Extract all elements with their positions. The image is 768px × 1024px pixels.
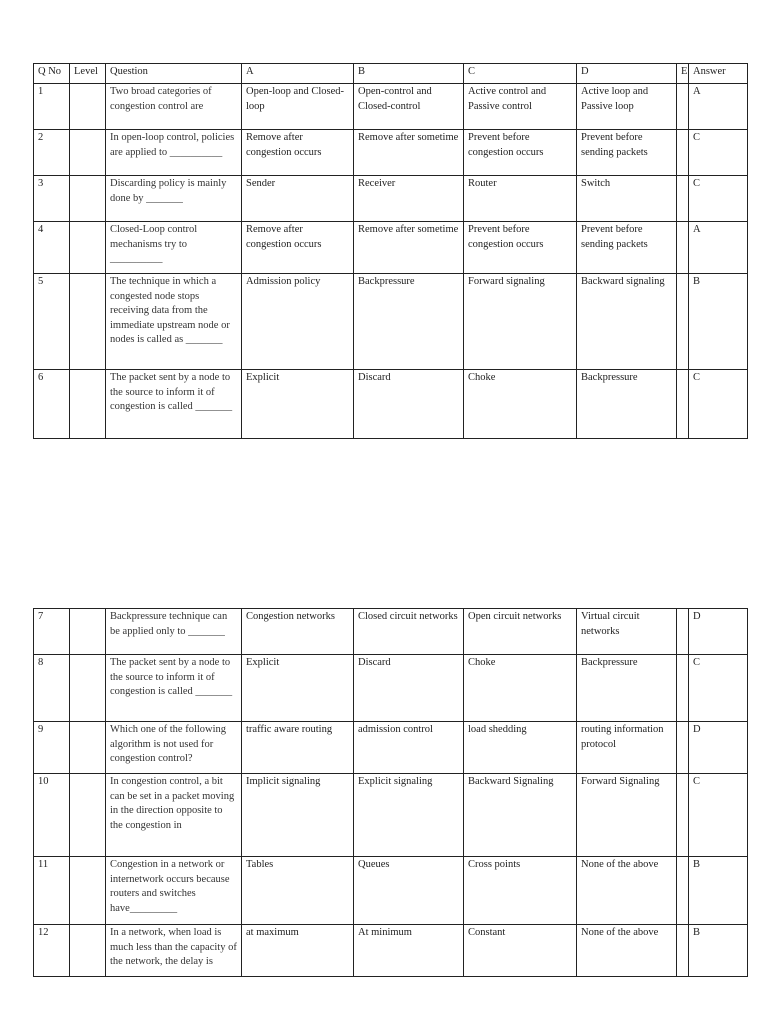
cell-level: [70, 655, 106, 722]
cell-option-a: Remove after congestion occurs: [242, 222, 354, 274]
cell-option-b: Explicit signaling: [354, 774, 464, 857]
cell-option-b: admission control: [354, 722, 464, 774]
header-cell-d: D: [577, 64, 677, 84]
cell-question: Which one of the following algorithm is not used for congestion control?: [106, 722, 242, 774]
cell-question: In congestion control, a bit can be set in a packet moving in the direction opposite to the congestion in: [106, 774, 242, 857]
cell-question: Congestion in a network or internetwork occurs because routers and switches have_________: [106, 857, 242, 925]
cell-option-e: [677, 925, 689, 977]
header-cell-a: A: [242, 64, 354, 84]
cell-option-e: [677, 370, 689, 439]
cell-option-b: Closed circuit networks: [354, 609, 464, 655]
cell-option-a: Explicit: [242, 370, 354, 439]
cell-answer: C: [689, 655, 748, 722]
cell-level: [70, 176, 106, 222]
cell-option-c: Prevent before congestion occurs: [464, 222, 577, 274]
question-table-1: [33, 63, 748, 439]
cell-option-a: Remove after congestion occurs: [242, 130, 354, 176]
cell-level: [70, 370, 106, 439]
cell-option-a: Implicit signaling: [242, 774, 354, 857]
cell-qno: 9: [34, 722, 70, 774]
cell-option-e: [677, 609, 689, 655]
cell-qno: 1: [34, 84, 70, 130]
cell-option-b: Queues: [354, 857, 464, 925]
table-row: [34, 774, 748, 857]
table-row: [34, 130, 748, 176]
cell-answer: C: [689, 774, 748, 857]
cell-level: [70, 130, 106, 176]
cell-option-a: Sender: [242, 176, 354, 222]
cell-option-c: Constant: [464, 925, 577, 977]
cell-option-e: [677, 130, 689, 176]
cell-question: In open-loop control, policies are applied to __________: [106, 130, 242, 176]
cell-question: The packet sent by a node to the source to inform it of congestion is called _______: [106, 370, 242, 439]
cell-option-a: at maximum: [242, 925, 354, 977]
cell-qno: 12: [34, 925, 70, 977]
cell-option-a: Open-loop and Closed-loop: [242, 84, 354, 130]
header-cell-level: Level: [70, 64, 106, 84]
cell-option-d: None of the above: [577, 857, 677, 925]
cell-question: Closed-Loop control mechanisms try to __________: [106, 222, 242, 274]
header-cell-e: E: [677, 64, 689, 84]
table-row: [34, 925, 748, 977]
cell-option-c: Open circuit networks: [464, 609, 577, 655]
cell-question: Discarding policy is mainly done by _______: [106, 176, 242, 222]
cell-answer: C: [689, 176, 748, 222]
cell-option-e: [677, 274, 689, 370]
cell-option-c: load shedding: [464, 722, 577, 774]
cell-qno: 10: [34, 774, 70, 857]
cell-answer: B: [689, 925, 748, 977]
table-row: [34, 609, 748, 655]
cell-option-e: [677, 722, 689, 774]
header-cell-c: C: [464, 64, 577, 84]
table-row: [34, 274, 748, 370]
cell-answer: A: [689, 84, 748, 130]
cell-option-d: Backpressure: [577, 370, 677, 439]
cell-answer: B: [689, 274, 748, 370]
header-cell-answer: Answer: [689, 64, 748, 84]
cell-option-d: Active loop and Passive loop: [577, 84, 677, 130]
header-cell-qno: Q No: [34, 64, 70, 84]
cell-answer: D: [689, 722, 748, 774]
cell-option-e: [677, 774, 689, 857]
cell-level: [70, 84, 106, 130]
cell-option-e: [677, 176, 689, 222]
cell-level: [70, 722, 106, 774]
cell-option-d: Forward Signaling: [577, 774, 677, 857]
cell-option-c: Forward signaling: [464, 274, 577, 370]
cell-option-a: Admission policy: [242, 274, 354, 370]
cell-option-c: Choke: [464, 655, 577, 722]
cell-option-d: Switch: [577, 176, 677, 222]
cell-level: [70, 274, 106, 370]
cell-option-a: Congestion networks: [242, 609, 354, 655]
cell-option-d: Prevent before sending packets: [577, 222, 677, 274]
cell-option-c: Choke: [464, 370, 577, 439]
cell-option-c: Backward Signaling: [464, 774, 577, 857]
cell-answer: A: [689, 222, 748, 274]
table-row: [34, 84, 748, 130]
cell-option-b: At minimum: [354, 925, 464, 977]
cell-option-c: Cross points: [464, 857, 577, 925]
cell-qno: 8: [34, 655, 70, 722]
cell-level: [70, 857, 106, 925]
cell-qno: 4: [34, 222, 70, 274]
cell-option-c: Active control and Passive control: [464, 84, 577, 130]
cell-qno: 11: [34, 857, 70, 925]
cell-option-a: Explicit: [242, 655, 354, 722]
cell-option-d: Backward signaling: [577, 274, 677, 370]
cell-question: Backpressure technique can be applied only to _______: [106, 609, 242, 655]
cell-answer: C: [689, 130, 748, 176]
cell-answer: C: [689, 370, 748, 439]
cell-option-e: [677, 857, 689, 925]
cell-question: Two broad categories of congestion control are: [106, 84, 242, 130]
cell-option-d: Virtual circuit networks: [577, 609, 677, 655]
cell-option-c: Router: [464, 176, 577, 222]
cell-question: In a network, when load is much less than the capacity of the network, the delay is: [106, 925, 242, 977]
cell-level: [70, 222, 106, 274]
cell-option-d: Prevent before sending packets: [577, 130, 677, 176]
cell-option-e: [677, 84, 689, 130]
cell-option-b: Remove after sometime: [354, 222, 464, 274]
table-row: [34, 655, 748, 722]
cell-qno: 7: [34, 609, 70, 655]
cell-option-a: traffic aware routing: [242, 722, 354, 774]
cell-qno: 2: [34, 130, 70, 176]
cell-option-d: routing information protocol: [577, 722, 677, 774]
header-cell-question: Question: [106, 64, 242, 84]
cell-qno: 6: [34, 370, 70, 439]
table-row: [34, 176, 748, 222]
cell-option-b: Remove after sometime: [354, 130, 464, 176]
cell-option-e: [677, 655, 689, 722]
table-row: [34, 370, 748, 439]
cell-option-b: Open-control and Closed-control: [354, 84, 464, 130]
cell-question: The packet sent by a node to the source to inform it of congestion is called _______: [106, 655, 242, 722]
cell-answer: B: [689, 857, 748, 925]
cell-question: The technique in which a congested node stops receiving data from the immediate upstream node or nodes is called as _______: [106, 274, 242, 370]
cell-qno: 5: [34, 274, 70, 370]
cell-option-c: Prevent before congestion occurs: [464, 130, 577, 176]
cell-option-d: None of the above: [577, 925, 677, 977]
cell-option-e: [677, 222, 689, 274]
cell-qno: 3: [34, 176, 70, 222]
cell-option-b: Backpressure: [354, 274, 464, 370]
cell-option-a: Tables: [242, 857, 354, 925]
cell-option-d: Backpressure: [577, 655, 677, 722]
cell-option-b: Receiver: [354, 176, 464, 222]
question-table-2: [33, 608, 748, 977]
cell-level: [70, 609, 106, 655]
header-row: [34, 64, 748, 84]
cell-option-b: Discard: [354, 370, 464, 439]
table-row: [34, 857, 748, 925]
table-row: [34, 722, 748, 774]
header-cell-b: B: [354, 64, 464, 84]
cell-level: [70, 774, 106, 857]
cell-answer: D: [689, 609, 748, 655]
cell-option-b: Discard: [354, 655, 464, 722]
table-row: [34, 222, 748, 274]
cell-level: [70, 925, 106, 977]
